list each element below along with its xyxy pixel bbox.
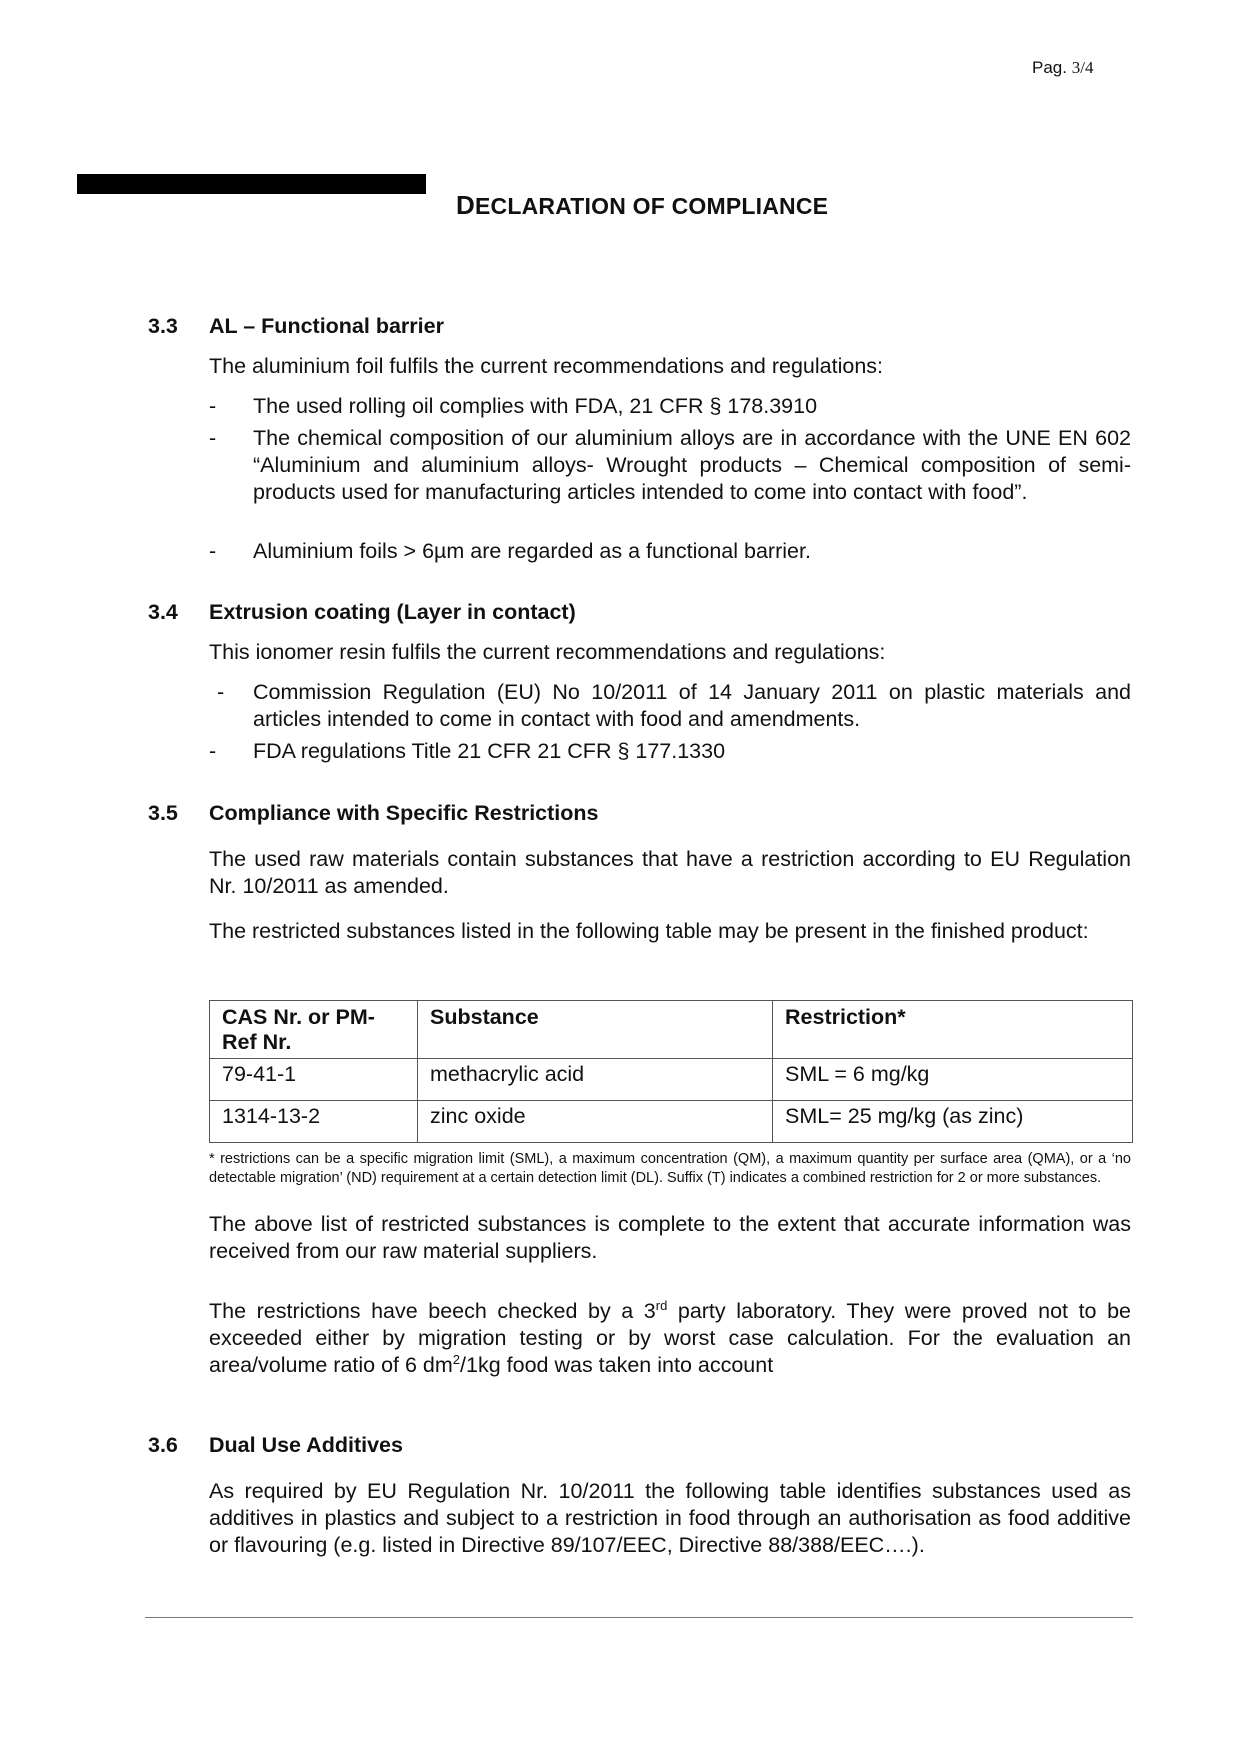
bullet-text: Aluminium foils > 6µm are regarded as a functional barrier. [253, 539, 811, 563]
cas-cell: 79-41-1 [210, 1059, 418, 1101]
p4-part-c: /1kg food was taken into account [460, 1353, 774, 1377]
section-3-6-paragraph-1: As required by EU Regulation Nr. 10/2011 the following table identifies substances used as additives in plastics and subject to a restriction in food through an authorisation as food additive or flavouring (e.g. listed in Directive 89/107/EEC, Directive 88/388/EEC….). [209, 1479, 1131, 1557]
list-item [209, 425, 1131, 506]
list-item [209, 679, 1131, 733]
bullet-dash: - [209, 426, 217, 450]
section-3-5-paragraph-1: The used raw materials contain substances that have a restriction according to EU Regulation Nr. 10/2011 as amended. [209, 847, 1131, 898]
section-heading-3-3: AL – Functional barrier [209, 314, 444, 338]
section-3-3-intro: The aluminium foil fulfils the current recommendations and regulations: [209, 354, 883, 378]
page-number-value: 3/4 [1071, 58, 1094, 77]
substance-cell: methacrylic acid [418, 1059, 773, 1101]
section-3-4-intro: This ionomer resin fulfils the current recommendations and regulations: [209, 640, 886, 664]
substance-cell: zinc oxide [418, 1101, 773, 1143]
section-number-3-4: 3.4 [148, 600, 178, 624]
list-item [209, 393, 1131, 420]
restriction-cell: SML= 25 mg/kg (as zinc) [773, 1101, 1133, 1143]
column-header-cas: CAS Nr. or PM-Ref Nr. [210, 1001, 418, 1059]
list-item [209, 538, 1131, 565]
column-header-restriction: Restriction* [773, 1001, 1133, 1059]
table-row [210, 1101, 1133, 1143]
table-header-row [210, 1001, 1133, 1059]
cas-cell: 1314-13-2 [210, 1101, 418, 1143]
page-label: Pag. [1032, 58, 1067, 77]
exponent: 2 [452, 1351, 461, 1367]
section-3-5-paragraph-2: The restricted substances listed in the following table may be present in the finished product: [209, 919, 1089, 943]
column-header-substance: Substance [418, 1001, 773, 1059]
restriction-cell: SML = 6 mg/kg [773, 1059, 1133, 1101]
section-heading-3-6: Dual Use Additives [209, 1433, 403, 1457]
bullet-dash: - [217, 680, 225, 704]
document-title [456, 190, 828, 221]
bullet-text: Commission Regulation (EU) No 10/2011 of 14 January 2011 on plastic materials and articles intended to come in contact with food and amendments. [253, 680, 1131, 731]
title-initial: D [456, 190, 475, 220]
section-3-5-paragraph-3: The above list of restricted substances is complete to the extent that accurate information was received from our raw material suppliers. [209, 1212, 1131, 1263]
title-rest: ECLARATION OF COMPLIANCE [474, 193, 829, 219]
section-3-5-paragraph-4 [209, 1298, 1131, 1379]
bullet-text: The chemical composition of our aluminium alloys are in accordance with the UNE EN 602 “Aluminium and aluminium alloys- Wrought products – Chemical composition of semi-products used for manufacturing articles intended to come into contact with food”. [253, 426, 1131, 504]
section-heading-3-4: Extrusion coating (Layer in contact) [209, 600, 576, 624]
ordinal-suffix: rd [655, 1297, 668, 1313]
footer-divider [145, 1617, 1133, 1618]
page-number [1032, 58, 1093, 78]
bullet-dash: - [209, 739, 217, 763]
table-row [210, 1059, 1133, 1101]
bullet-dash: - [209, 394, 217, 418]
bullet-text: The used rolling oil complies with FDA, 21 CFR § 178.3910 [253, 394, 818, 418]
p4-part-b: party laboratory. They were proved not to be exceeded either by migration testing or by worst case calculation. For the evaluation an area/volume ratio of 6 dm [209, 1299, 1131, 1377]
section-number-3-3: 3.3 [148, 314, 178, 338]
restricted-substances-table [209, 1000, 1133, 1143]
section-number-3-5: 3.5 [148, 801, 178, 825]
bullet-dash: - [209, 539, 217, 563]
p4-part-a: The restrictions have beech checked by a 3 [209, 1299, 656, 1323]
header-black-bar [77, 174, 426, 194]
bullet-text: FDA regulations Title 21 CFR 21 CFR § 177.1330 [253, 739, 726, 763]
list-item [209, 738, 1131, 765]
section-number-3-6: 3.6 [148, 1433, 178, 1457]
table-footnote: * restrictions can be a specific migration limit (SML), a maximum concentration (QM), a maximum quantity per surface area (QMA), or a ‘no detectable migration’ (ND) requirement at a certain detection limit (DL). Suffix (T) indicates a combined restriction for 2 or more substances. [209, 1151, 1131, 1186]
section-heading-3-5: Compliance with Specific Restrictions [209, 801, 599, 825]
